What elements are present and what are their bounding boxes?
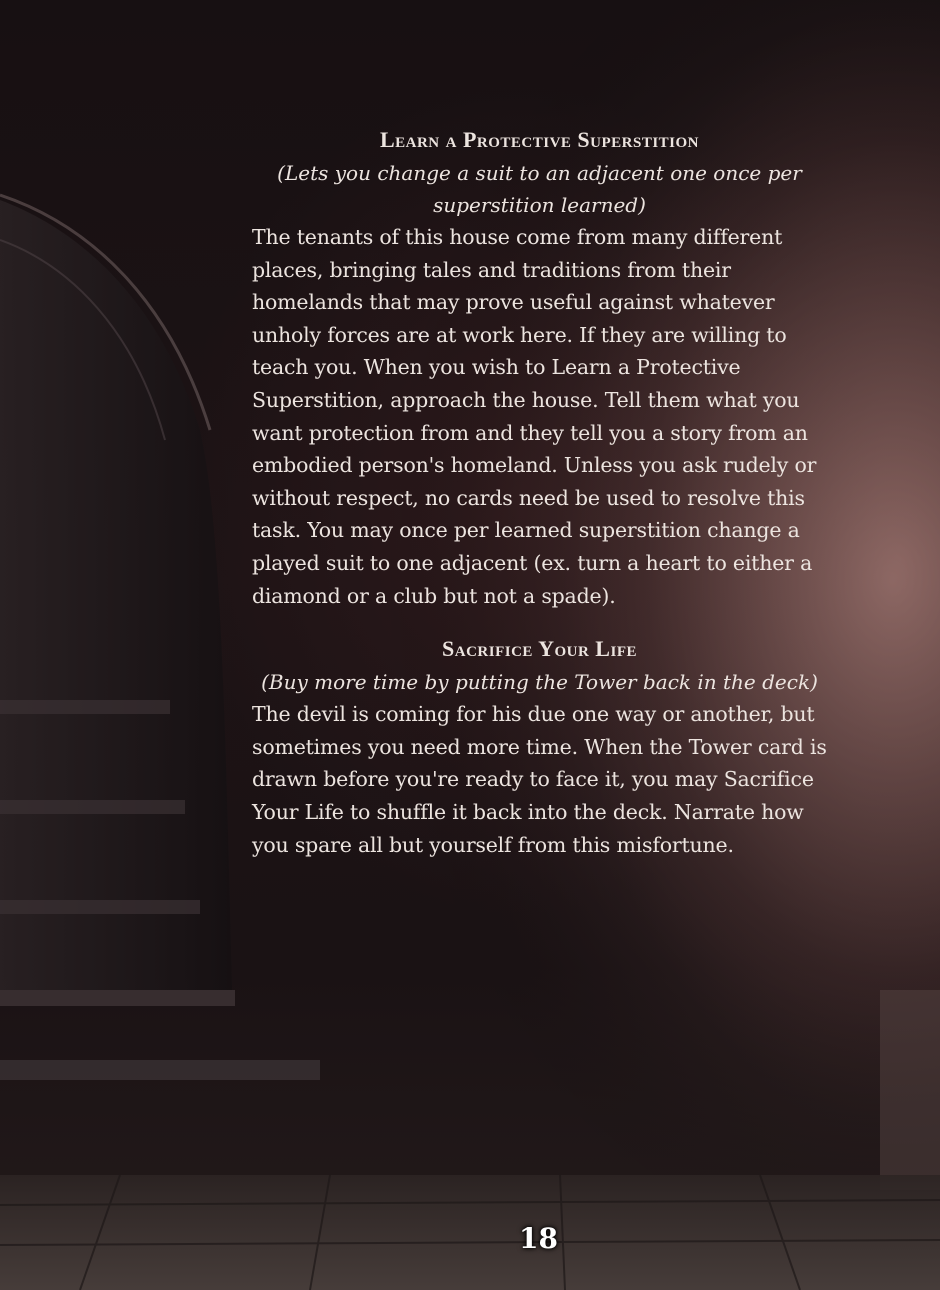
section-title: Learn a Protective Superstition — [379, 127, 700, 152]
section-body: The devil is coming for his due one way or another, but sometimes you need more time. When the Tower card is drawn before you're ready to face it, you may Sacrifice Your Life to shuffle it back into the deck. Narrate how you spare all but yourself from this misfortune. — [252, 702, 827, 857]
section-sacrifice-your-life — [252, 632, 827, 861]
section-title: Sacrifice Your Life — [442, 636, 637, 662]
section-subtitle: (Buy more time by putting the Tower back in the deck) — [261, 670, 818, 695]
page-number: 18 — [519, 1222, 558, 1255]
section-body: The tenants of this house come from many different places, bringing tales and traditions from their homelands that may prove useful against whatever unholy forces are at work here. If they are willing to teach you. When you wish to Learn a Protective Superstition, approach the house. Tell them what you want protection from and they tell you a story from an embodied person's homeland. Unless you ask rudely or without respect, no cards need be used to resolve this task. You may once per learned superstition change a played suit to one adjacent (ex. turn a heart to either a diamond or a club but not a spade). — [252, 225, 817, 608]
section-protective-superstition — [252, 123, 827, 612]
section-subtitle: (Lets you change a suit to an adjacent one once per superstition learned) — [277, 161, 802, 217]
text-column — [252, 123, 827, 861]
section-spacer — [252, 612, 827, 632]
